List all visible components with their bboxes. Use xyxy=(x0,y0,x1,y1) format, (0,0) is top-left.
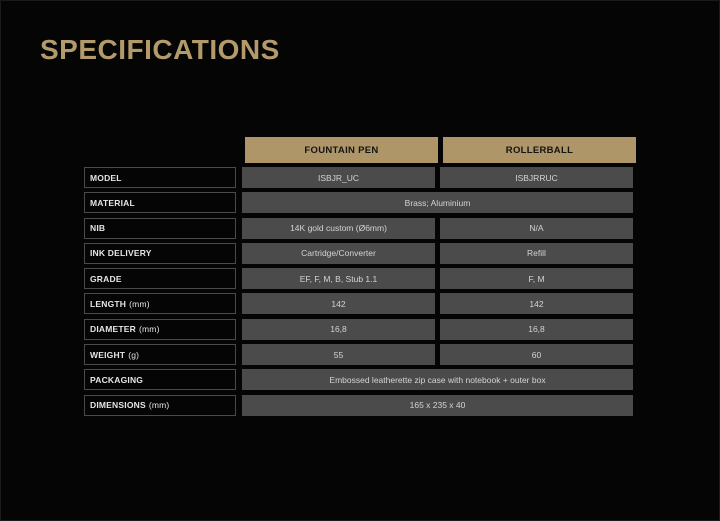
specifications-table xyxy=(84,137,635,416)
rollerball-value: F, M xyxy=(440,268,633,289)
row-label: GRADE xyxy=(84,268,236,289)
row-label: NIB xyxy=(84,218,236,239)
row-label: MODEL xyxy=(84,167,236,188)
rollerball-value: 142 xyxy=(440,293,633,314)
page-title: SPECIFICATIONS xyxy=(40,34,280,65)
table-row-model xyxy=(84,167,635,188)
row-label: DIAMETER (mm) xyxy=(84,319,236,340)
shared-value: Brass; Aluminium xyxy=(242,192,633,213)
table-row-weight xyxy=(84,344,635,365)
row-label: INK DELIVERY xyxy=(84,243,236,264)
header-rollerball: ROLLERBALL xyxy=(443,137,636,163)
rollerball-value: ISBJRRUC xyxy=(440,167,633,188)
shared-value: Embossed leatherette zip case with notebook + outer box xyxy=(242,369,633,390)
table-row-grade xyxy=(84,268,635,289)
header-spacer xyxy=(84,137,242,163)
table-row-nib xyxy=(84,218,635,239)
fountain-value: EF, F, M, B, Stub 1.1 xyxy=(242,268,435,289)
row-label: WEIGHT (g) xyxy=(84,344,236,365)
fountain-value: 55 xyxy=(242,344,435,365)
fountain-value: Cartridge/Converter xyxy=(242,243,435,264)
rollerball-value: Refill xyxy=(440,243,633,264)
table-row-ink-delivery xyxy=(84,243,635,264)
rollerball-value: 16,8 xyxy=(440,319,633,340)
row-label: DIMENSIONS (mm) xyxy=(84,395,236,416)
shared-value: 165 x 235 x 40 xyxy=(242,395,633,416)
fountain-value: 142 xyxy=(242,293,435,314)
table-header-row xyxy=(84,137,635,163)
rollerball-value: N/A xyxy=(440,218,633,239)
row-label: LENGTH (mm) xyxy=(84,293,236,314)
table-row-material xyxy=(84,192,635,213)
table-row-length xyxy=(84,293,635,314)
table-row-dimensions xyxy=(84,395,635,416)
row-label: PACKAGING xyxy=(84,369,236,390)
rollerball-value: 60 xyxy=(440,344,633,365)
header-fountain-pen: FOUNTAIN PEN xyxy=(245,137,438,163)
fountain-value: 16,8 xyxy=(242,319,435,340)
row-label: MATERIAL xyxy=(84,192,236,213)
fountain-value: 14K gold custom (Ø6mm) xyxy=(242,218,435,239)
table-row-diameter xyxy=(84,319,635,340)
table-row-packaging xyxy=(84,369,635,390)
fountain-value: ISBJR_UC xyxy=(242,167,435,188)
